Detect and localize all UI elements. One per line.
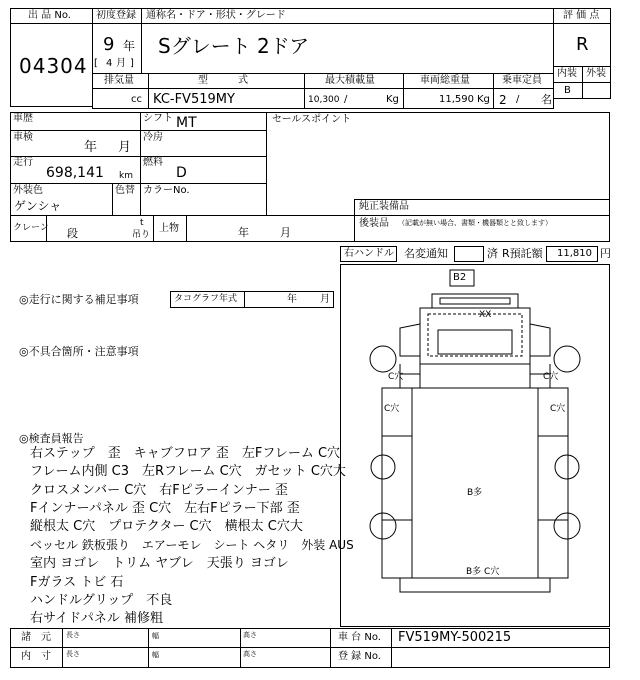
report-line: 室内 ヨゴレ トリム ヤブレ 天張り ヨゴレ: [30, 556, 289, 571]
cab-mark: XX: [479, 310, 492, 320]
cargo-floor: [412, 388, 538, 578]
report-line: ハンドルグリップ 不良: [30, 593, 173, 608]
name-change-label: 名変通知: [404, 247, 448, 260]
cargo-bed: [382, 388, 568, 578]
aftermarket-note: （記載が無い場合、書類・機器類とと致します）: [398, 219, 552, 227]
chassis-number: FV519MY-500215: [398, 630, 512, 645]
report-line: 縦根太 C穴 プロテクター C穴 横根太 C穴大: [30, 519, 303, 534]
right-bed-hole: C穴: [550, 404, 566, 414]
width-label-2: 幅: [152, 651, 159, 659]
tachograph-label: タコグラフ年式: [174, 294, 238, 304]
mileage-label: 走行: [13, 157, 33, 168]
cab-roof-inner: [440, 298, 510, 304]
reg-month: 4: [106, 58, 113, 69]
reg-month-bracket-open: [: [94, 58, 98, 69]
name-change-mark: 済: [487, 247, 498, 260]
interior-dim-label: 内 寸: [21, 651, 51, 662]
height-label: 高さ: [243, 631, 257, 639]
rear-left-wheel: [370, 513, 396, 539]
max-load-value: 10,300: [308, 95, 340, 105]
inspection-label: 車検: [13, 132, 33, 143]
first-reg-label: 初度登録: [96, 10, 136, 21]
capacity-sep: /: [516, 94, 520, 105]
exterior-label: 外装: [586, 68, 606, 79]
lot-number: 04304: [19, 54, 88, 78]
history-label: 車歴: [13, 113, 33, 124]
name-header: 通称名・ドア・形状・グレード: [146, 10, 286, 21]
capacity-value: 2: [499, 93, 507, 107]
score-label: 評 価 点: [563, 10, 600, 21]
bed-year-unit: 年: [238, 226, 249, 239]
inspection-year-unit: 年: [84, 140, 98, 155]
registration-label: 登 録 No.: [338, 651, 381, 662]
genuine-equipment-label: 純正装備品: [359, 201, 409, 212]
inspection-month-unit: 月: [118, 140, 132, 155]
aftermarket-label: 後装品: [359, 218, 389, 229]
steering-value: 右ハンドル: [344, 248, 394, 259]
reg-year: 9: [103, 34, 115, 55]
tailgate: [400, 578, 550, 592]
report-line: Fインナーパネル 歪 C穴 左右Fピラー下部 歪: [30, 501, 300, 516]
sales-point-label: セールスポイント: [272, 114, 352, 125]
gross-weight-unit: Kg: [477, 94, 490, 105]
crane-label: クレーン: [13, 223, 49, 233]
bed-month-unit: 月: [280, 226, 291, 239]
middle-right-wheel: [555, 455, 579, 479]
middle-left-wheel: [371, 455, 395, 479]
cab-panel: [438, 330, 512, 354]
model-value: KC-FV519MY: [153, 92, 235, 107]
deposit-value: 11,810: [557, 248, 592, 259]
report-line: フレーム内側 C3 左Rフレーム C穴 ガセット C穴大: [30, 464, 346, 479]
report-line: Fガラス トビ 石: [30, 575, 124, 590]
rear-damage-mark: B多 C穴: [466, 567, 500, 577]
max-load-sep: /: [344, 94, 348, 105]
inspector-title: ◎検査員報告: [19, 432, 84, 445]
left-mirror: [400, 324, 420, 356]
front-right-wheel: [554, 346, 580, 372]
tachograph-month-unit: 月: [320, 294, 330, 305]
bed-label: 上物: [159, 223, 179, 234]
color-code-label: カラーNo.: [143, 185, 190, 196]
front-left-wheel: [370, 346, 396, 372]
left-front-hole: C穴: [388, 372, 404, 382]
length-label: 長さ: [66, 631, 80, 639]
shift-value: MT: [176, 115, 197, 131]
capacity-label: 乗車定員: [502, 75, 542, 86]
score-value: R: [576, 34, 589, 55]
defects-title: ◎不具合箇所・注意事項: [19, 345, 139, 358]
width-label: 幅: [152, 632, 159, 640]
gross-weight-label: 車両総重量: [420, 75, 470, 86]
displacement-label: 排気量: [104, 75, 134, 86]
right-mirror: [530, 324, 550, 356]
crane-stage-unit: 段: [67, 227, 78, 240]
lot-label: 出 品 No.: [28, 10, 71, 21]
left-bed-hole: C穴: [384, 404, 400, 414]
model-label: 型 式: [198, 75, 248, 86]
bed-damage-mark: B多: [467, 488, 483, 498]
grade-name: Sグレート 2ドア: [158, 34, 310, 58]
fuel-value: D: [176, 165, 187, 181]
front-tag: B2: [453, 272, 467, 283]
capacity-unit: 名: [541, 93, 552, 106]
rear-right-wheel: [554, 513, 580, 539]
deposit-label: R預託額: [502, 247, 543, 260]
color-label: 外装色: [13, 185, 43, 196]
report-line: 右サイドパネル 補修粗: [30, 611, 163, 626]
shift-label: シフト: [143, 113, 173, 124]
mileage-unit: km: [119, 171, 133, 181]
color-change-label: 色替: [115, 185, 135, 196]
gross-weight-value: 11,590: [439, 94, 474, 105]
crane-t: t: [140, 218, 144, 228]
chassis-label: 車 台 No.: [338, 632, 381, 643]
interior-score: B: [564, 85, 571, 96]
tachograph-year-unit: 年: [287, 294, 297, 305]
ac-label: 冷房: [143, 132, 163, 143]
reg-year-unit: 年: [123, 39, 136, 53]
right-front-hole: C穴: [543, 372, 559, 382]
report-line: 右ステップ 歪 キャブフロア 歪 左Fフレーム C穴: [30, 446, 341, 461]
fuel-label: 燃料: [143, 157, 163, 168]
deposit-unit: 円: [600, 247, 611, 260]
windshield: [428, 314, 522, 356]
max-load-unit: Kg: [386, 94, 399, 105]
reg-month-unit: 月: [116, 58, 126, 69]
height-label-2: 高さ: [243, 650, 257, 658]
report-line: ベッセル 鉄板張り エアーモレ シート ヘタリ 外装 AUS: [30, 538, 354, 552]
reg-month-bracket-close: ]: [130, 58, 134, 69]
report-line: クロスメンバー C穴 右Fピラーインナー 歪: [30, 483, 288, 498]
supplement-title: ◎走行に関する補足事項: [19, 293, 139, 306]
interior-label: 内装: [557, 68, 577, 79]
length-label-2: 長さ: [66, 650, 80, 658]
name-change-box: [454, 246, 484, 262]
cab-roof: [432, 294, 518, 308]
color-value: ゲンシャ: [14, 199, 62, 213]
crane-lift-unit: 吊り: [132, 230, 151, 240]
dimension-label: 諸 元: [21, 632, 51, 643]
mileage-value: 698,141: [46, 165, 104, 181]
max-load-label: 最大積載量: [325, 75, 375, 86]
footer-box: [10, 628, 610, 668]
displacement-unit: cc: [131, 94, 142, 105]
